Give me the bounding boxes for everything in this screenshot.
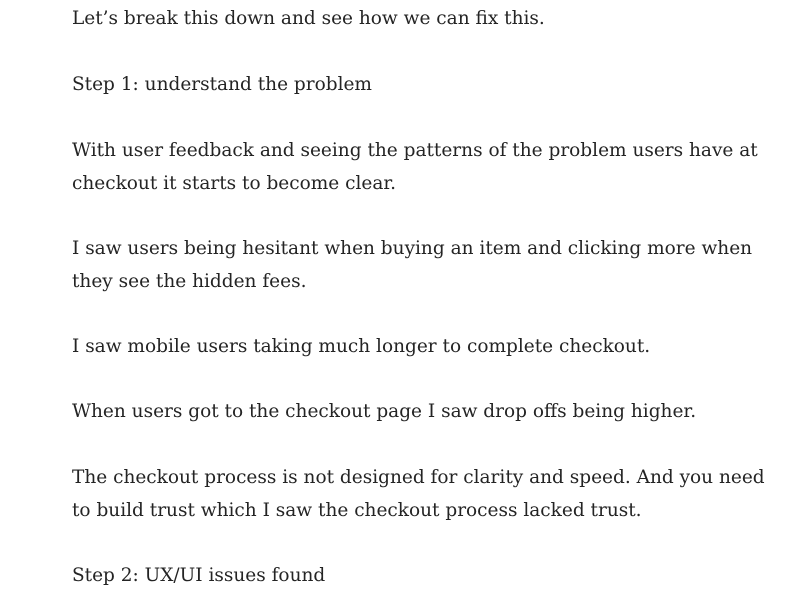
hesitation-paragraph: I saw users being hesitant when buying an item and clicking more when they see the hidden fees.: [72, 238, 753, 292]
step-1-heading: Step 1: understand the problem: [72, 74, 372, 95]
mobile-paragraph: I saw mobile users taking much longer to complete checkout.: [72, 336, 651, 357]
step-2-heading: Step 2: UX/UI issues found: [72, 565, 326, 586]
trust-paragraph: The checkout process is not designed for clarity and speed. And you need to build trust which I saw the checkout process lacked trust.: [72, 467, 765, 521]
intro-paragraph: Let’s break this down and see how we can fix this.: [72, 8, 545, 29]
feedback-paragraph: With user feedback and seeing the patterns of the problem users have at checkout it starts to become clear.: [72, 140, 758, 194]
drop-off-paragraph: When users got to the checkout page I saw drop offs being higher.: [72, 401, 697, 422]
